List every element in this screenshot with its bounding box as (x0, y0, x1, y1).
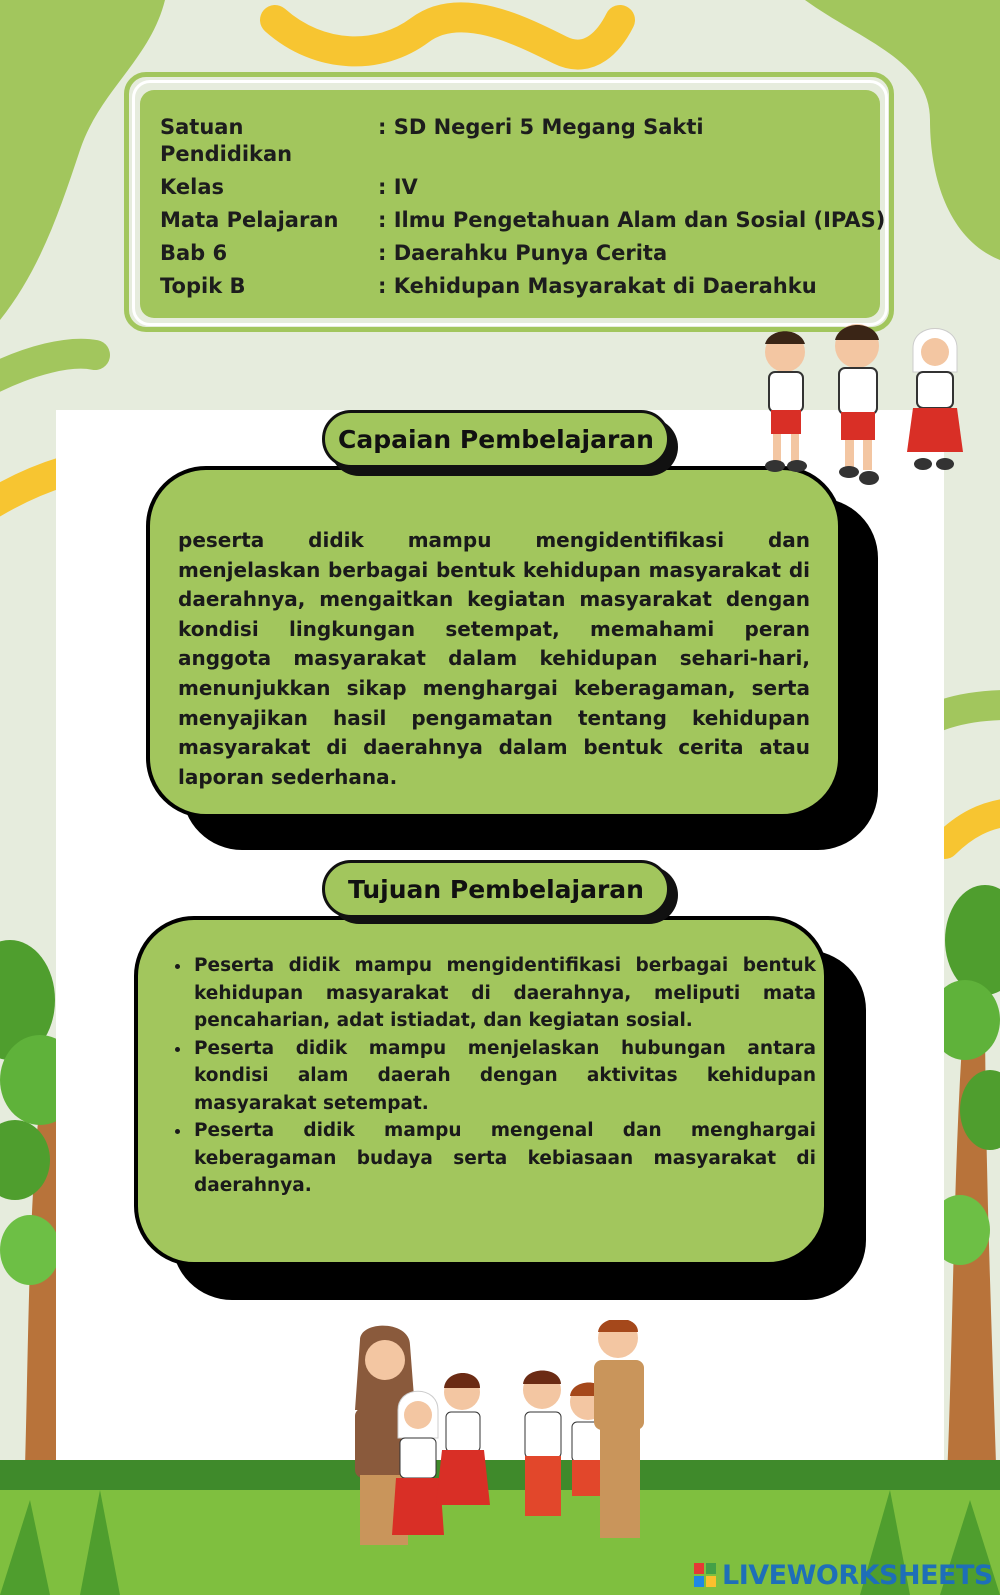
tujuan-title: Tujuan Pembelajaran (322, 860, 670, 918)
header-info (160, 114, 885, 300)
info-value-mapel: : Ilmu Pengetahuan Alam dan Sosial (IPAS) (378, 208, 886, 232)
info-label-satuan: Satuan Pendidikan (160, 115, 293, 166)
info-label-kelas: Kelas (160, 175, 225, 199)
kids-illustration (745, 322, 975, 502)
tujuan-item: • Peserta didik mampu mengenal dan menghargai keberagaman budaya serta kebiasaan masyarakat di daerahnya. (192, 1117, 816, 1200)
info-label-mapel: Mata Pelajaran (160, 208, 339, 232)
capaian-text: peserta didik mampu mengidentifikasi dan menjelaskan berbagai bentuk kehidupan masyarakat di daerahnya, mengaitkan kegiatan masyarakat dengan kondisi lingkungan setempat, memahami peran anggota masyarakat dalam kehidupan sehari-hari, menunjukkan sikap menghargai keberagaman, serta menyajikan hasil pengamatan tentang kehidupan masyarakat di daerahnya dalam bentuk cerita atau laporan sederhana. (178, 528, 810, 789)
capaian-title: Capaian Pembelajaran (322, 410, 670, 468)
tujuan-list (176, 952, 816, 1200)
yellow-squiggle-top (275, 17, 620, 54)
student-girl (436, 1373, 490, 1505)
info-value-kelas: : IV (378, 175, 418, 199)
green-stroke-left (0, 354, 95, 380)
info-value-satuan: : SD Negeri 5 Megang Sakti (378, 115, 704, 139)
kid-right (907, 328, 963, 470)
student-boy (523, 1371, 561, 1517)
teacher-male (594, 1320, 644, 1538)
tujuan-item: • Peserta didik mampu mengidentifikasi berbagai bentuk kehidupan masyarakat di daerahnya, meliputi mata pencaharian, adat istiadat, dan kegiatan sosial. (192, 952, 816, 1035)
tujuan-item: • Peserta didik mampu menjelaskan hubungan antara kondisi alam daerah dengan aktivitas kehidupan masyarakat setempat. (192, 1035, 816, 1118)
yellow-stroke-right (945, 812, 1000, 845)
info-label-topik: Topik B (160, 274, 246, 298)
students-teachers-illustration (320, 1320, 690, 1565)
kid-middle (835, 324, 879, 485)
liveworksheets-logo-icon (694, 1563, 716, 1587)
kid-left (765, 331, 807, 472)
info-value-topik: : Kehidupan Masyarakat di Daerahku (378, 274, 817, 298)
student-girl-hijab (392, 1391, 444, 1535)
info-label-bab: Bab 6 (160, 241, 228, 265)
liveworksheets-brand: LIVEWORKSHEETS (722, 1560, 993, 1591)
info-value-bab: : Daerahku Punya Cerita (378, 241, 668, 265)
